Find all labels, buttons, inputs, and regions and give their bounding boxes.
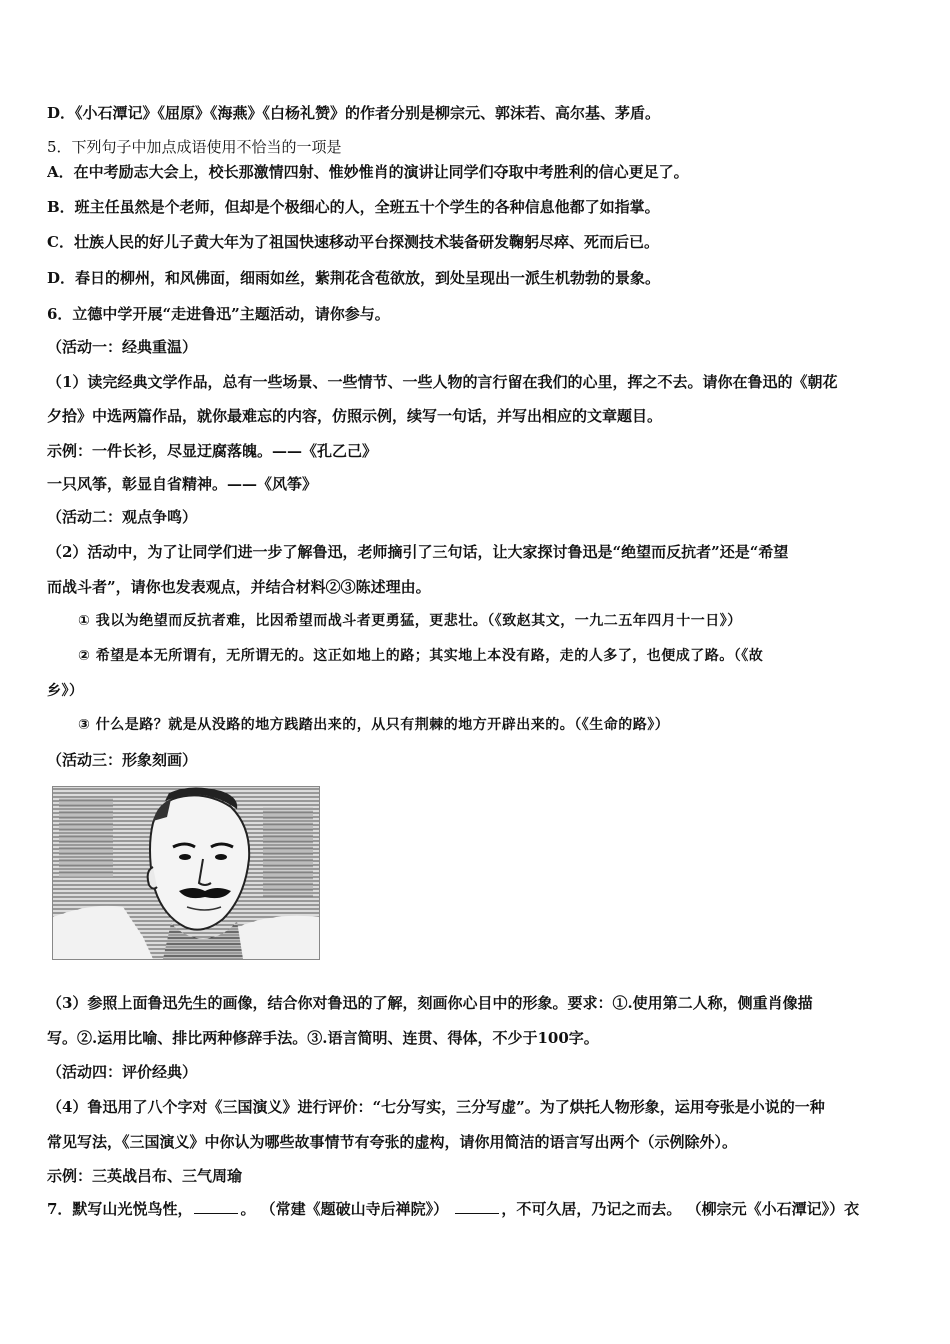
q6-example3: 示例：三英战吕布、三气周瑜 (47, 1167, 243, 1185)
q6-part3-line1: （3）参照上面鲁迅先生的画像，结合你对鲁迅的了解，刻画你心目中的形象。要求：①.使用第二人称，侧重肖像描 (47, 994, 813, 1012)
q6-stem: 6．立德中学开展“走进鲁迅”主题活动，请你参与。 (47, 305, 390, 323)
q6-example2: 一只风筝，彰显自省精神。——《风筝》 (47, 475, 318, 493)
q6-part2-line2: 而战斗者”，请你也发表观点，并结合材料②③陈述理由。 (47, 578, 431, 596)
q6-part4-line2: 常见写法，《三国演义》中你认为哪些故事情节有夸张的虚构，请你用简洁的语言写出两个（示例除外）。 (47, 1133, 738, 1151)
q7-blank-1[interactable] (194, 1199, 238, 1214)
q6-quote2-line1: ② 希望是本无所谓有，无所谓无的。这正如地上的路；其实地上本没有路，走的人多了，也便成了路。（《故 (78, 648, 764, 664)
q5-option-a: A．在中考励志大会上，校长那激情四射、惟妙惟肖的演讲让同学们夺取中考胜利的信心更足了。 (47, 163, 689, 181)
q5-option-c: C．壮族人民的好儿子黄大年为了祖国快速移动平台探测技术装备研发鞠躬尽瘁、死而后已。 (47, 233, 659, 251)
q5-stem: 5．下列句子中加点成语使用不恰当的一项是 (47, 138, 342, 156)
q6-quote3: ③ 什么是路？就是从没路的地方践踏出来的，从只有荆棘的地方开辟出来的。（《生命的路》） (78, 717, 670, 733)
q5-option-b: B．班主任虽然是个老师，但却是个极细心的人，全班五十个学生的各种信息他都了如指掌。 (47, 198, 660, 216)
q7-line (47, 1199, 907, 1219)
q6-activity1-title: （活动一：经典重温） (47, 338, 198, 356)
q6-part1-line2: 夕拾》中选两篇作品，就你最难忘的内容，仿照示例，续写一句话，并写出相应的文章题目。 (47, 407, 663, 425)
q7-part2: 。 （常建《题破山寺后禅院》） (240, 1200, 449, 1218)
q7-part1: 7．默写山光悦鸟性， (47, 1200, 193, 1218)
q6-activity4-title: （活动四：评价经典） (47, 1063, 198, 1081)
lu-xun-woodcut-portrait (52, 786, 320, 960)
q6-part4-line1: （4）鲁迅用了八个字对《三国演义》进行评价：“七分写实，三分写虚”。为了烘托人物形象，运用夸张是小说的一种 (47, 1098, 825, 1116)
q6-part1-line1: （1）读完经典文学作品，总有一些场景、一些情节、一些人物的言行留在我们的心里，挥之不去。请你在鲁迅的《朝花 (47, 373, 838, 391)
q6-quote2-line2: 乡》） (47, 683, 84, 699)
q6-activity2-title: （活动二：观点争鸣） (47, 508, 198, 526)
q6-part2-line1: （2）活动中，为了让同学们进一步了解鲁迅，老师摘引了三句话，让大家探讨鲁迅是“绝望而反抗者”还是“希望 (47, 543, 789, 561)
q7-part3: ，不可久居，乃记之而去。 （柳宗元《小石潭记》）衣 (501, 1200, 860, 1218)
q6-part3-line2: 写。②.运用比喻、排比两种修辞手法。③.语言简明、连贯、得体，不少于100字。 (47, 1029, 599, 1047)
q5-option-d: D．春日的柳州，和风佛面，细雨如丝，紫荆花含苞欲放，到处呈现出一派生机勃勃的景象。 (47, 269, 661, 287)
q6-quote1: ① 我以为绝望而反抗者难，比因希望而战斗者更勇猛，更悲壮。（《致赵其文，一九二五年四月十一日》） (78, 613, 742, 629)
q6-example1: 示例：一件长衫，尽显迂腐落魄。——《孔乙己》 (47, 442, 378, 460)
q6-activity3-title: （活动三：形象刻画） (47, 751, 198, 769)
q4-option-d: D．《小石潭记》《屈原》《海燕》《白杨礼赞》的作者分别是柳宗元、郭沫若、高尔基、茅盾。 (47, 104, 661, 122)
q7-blank-2[interactable] (455, 1199, 499, 1214)
